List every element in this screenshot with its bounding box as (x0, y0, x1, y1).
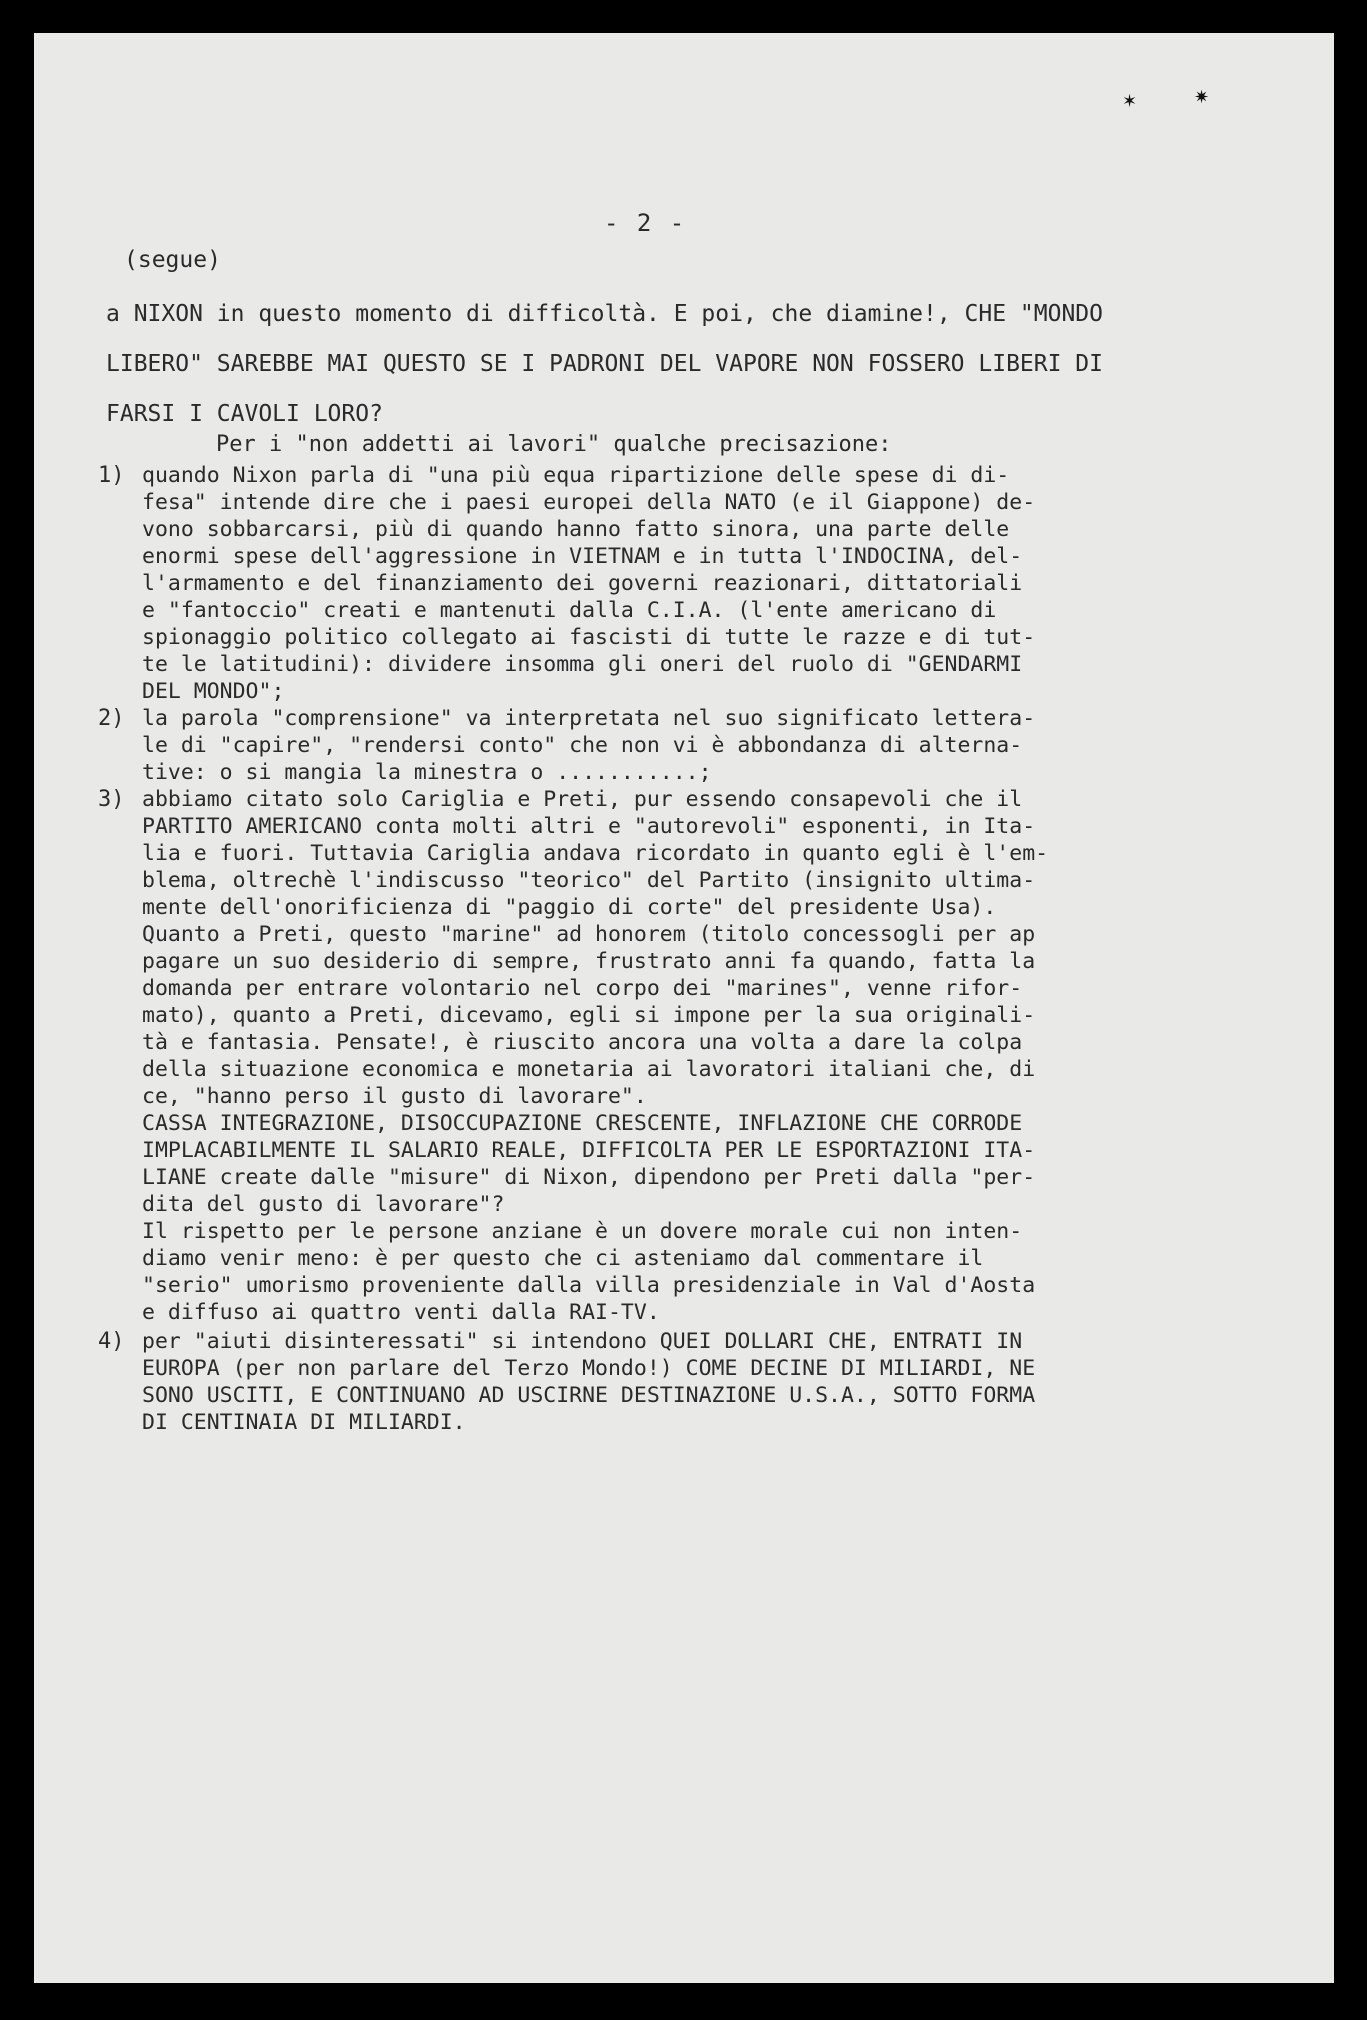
continued-label: (segue) (124, 247, 221, 273)
item-line: della situazione economica e monetaria ai lavoratori italiani che, di (142, 1057, 1036, 1082)
item-line: "serio" umorismo proveniente dalla villa presidenziale in Val d'Aosta (142, 1273, 1036, 1298)
item-line: ce, "hanno perso il gusto di lavorare". (142, 1084, 647, 1109)
item-number: 3) (98, 787, 125, 812)
item-line: tà e fantasia. Pensate!, è riuscito ancora una volta a dare la colpa (142, 1030, 1023, 1055)
item-number: 4) (98, 1329, 125, 1354)
item-line: PARTITO AMERICANO conta molti altri e "autorevoli" esponenti, in Ita- (142, 814, 1036, 839)
item-line: mente dell'onorificienza di "paggio di corte" del presidente Usa). (142, 895, 997, 920)
item-line: SONO USCITI, E CONTINUANO AD USCIRNE DESTINAZIONE U.S.A., SOTTO FORMA (142, 1383, 1036, 1408)
item-line: LIANE create dalle "misure" di Nixon, dipendono per Preti dalla "per- (142, 1165, 1036, 1190)
item-line: quando Nixon parla di "una più equa ripartizione delle spese di di- (142, 463, 1010, 488)
clarification-item-1 (98, 462, 1288, 705)
item-line: DI CENTINAIA DI MILIARDI. (142, 1410, 466, 1435)
item-line: enormi spese dell'aggressione in VIETNAM e in tutta l'INDOCINA, del- (142, 544, 1023, 569)
clarifications-lead: Per i "non addetti ai lavori" qualche precisazione: (216, 432, 892, 457)
item-line: e "fantoccio" creati e mantenuti dalla C.I.A. (l'ente americano di (142, 598, 997, 623)
item-line: Il rispetto per le persone anziane è un dovere morale cui non inten- (142, 1219, 1023, 1244)
item-line: DEL MONDO"; (142, 679, 285, 704)
item-number: 2) (98, 706, 125, 731)
item-line: spionaggio politico collegato ai fascisti di tutte le razze e di tut- (142, 625, 1036, 650)
item-line: pagare un suo desiderio di sempre, frustrato anni fa quando, fatta la (142, 949, 1036, 974)
item-line: le di "capire", "rendersi conto" che non vi è abbondanza di alterna- (142, 733, 1023, 758)
clarification-item-4 (98, 1328, 1288, 1436)
clarification-item-2 (98, 705, 1288, 786)
clarifications-section (98, 431, 1288, 1436)
intro-line: LIBERO" SAREBBE MAI QUESTO SE I PADRONI DEL VAPORE NON FOSSERO LIBERI DI (106, 351, 1103, 377)
item-line: fesa" intende dire che i paesi europei della NATO (e il Giappone) de- (142, 490, 1036, 515)
intro-paragraph (106, 289, 1286, 439)
item-line: mato), quanto a Preti, dicevamo, egli si impone per la sua originali- (142, 1003, 1036, 1028)
item-number: 1) (98, 463, 125, 488)
item-line: per "aiuti disinteressati" si intendono QUEI DOLLARI CHE, ENTRATI IN (142, 1329, 1023, 1354)
item-line: vono sobbarcarsi, più di quando hanno fatto sinora, una parte delle (142, 517, 1010, 542)
item-line: te le latitudini): dividere insomma gli oneri del ruolo di "GENDARMI (142, 652, 1023, 677)
clarification-item-3 (98, 786, 1288, 1326)
item-line: Quanto a Preti, questo "marine" ad honorem (titolo concessogli per ap (142, 922, 1036, 947)
item-line: e diffuso ai quattro venti dalla RAI-TV. (142, 1300, 660, 1325)
corner-mark-left: ✶ (1122, 91, 1138, 112)
page-number: - 2 - (604, 209, 687, 237)
corner-mark-right: ✷ (1194, 87, 1210, 108)
item-line: abbiamo citato solo Cariglia e Preti, pur essendo consapevoli che il (142, 787, 1023, 812)
page-content (34, 33, 1334, 1983)
item-line: IMPLACABILMENTE IL SALARIO REALE, DIFFICOLTA PER LE ESPORTAZIONI ITA- (142, 1138, 1036, 1163)
item-line: blema, oltrechè l'indiscusso "teorico" del Partito (insignito ultima- (142, 868, 1036, 893)
intro-line: a NIXON in questo momento di difficoltà. E poi, che diamine!, CHE "MONDO (106, 301, 1103, 327)
item-line: domanda per entrare volontario nel corpo dei "marines", venne rifor- (142, 976, 1023, 1001)
item-line: CASSA INTEGRAZIONE, DISOCCUPAZIONE CRESCENTE, INFLAZIONE CHE CORRODE (142, 1111, 1023, 1136)
typewritten-page (34, 33, 1334, 1983)
item-line: dita del gusto di lavorare"? (142, 1192, 505, 1217)
item-line: la parola "comprensione" va interpretata nel suo significato lettera- (142, 706, 1036, 731)
item-line: l'armamento e del finanziamento dei governi reazionari, dittatoriali (142, 571, 1023, 596)
item-line: tive: o si mangia la minestra o ...........; (142, 760, 712, 785)
intro-line: FARSI I CAVOLI LORO? (106, 401, 383, 427)
item-line: lia e fuori. Tuttavia Cariglia andava ricordato in quanto egli è l'em- (142, 841, 1049, 866)
item-line: EUROPA (per non parlare del Terzo Mondo!) COME DECINE DI MILIARDI, NE (142, 1356, 1036, 1381)
item-line: diamo venir meno: è per questo che ci asteniamo dal commentare il (142, 1246, 984, 1271)
